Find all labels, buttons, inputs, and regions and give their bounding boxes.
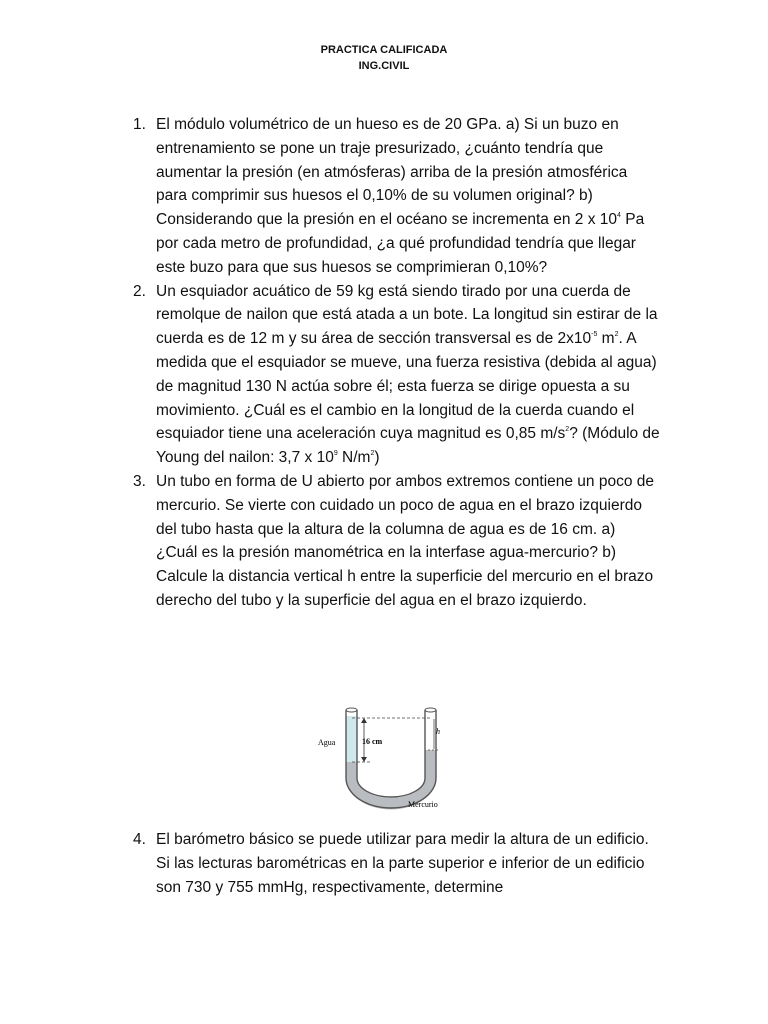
question-3 [130,470,660,613]
left-opening [346,708,357,712]
label-16cm: 16 cm [362,737,383,746]
question-text: ) [374,449,380,467]
exponent: 9 [333,450,338,458]
question-text: El módulo volumétrico de un hueso es de 20 GPa. a) Si un buzo en entrenamiento se pone un traje presurizado, ¿cuánto tendría que aumentar la presión (en atmósferas) arriba de la presión atmosférica para comprimir sus huesos el 0,10% de su volumen original? b) Considerando que la presión en el océano se incrementa en 2 x 10 [156,116,628,229]
exponent: -5 [591,331,598,339]
question-number: 3. [133,472,146,490]
question-text: . A medida que el esquiador se mueve, una fuerza resistiva (debida al agua) de magnitud 130 N actúa sobre él; esta fuerza se dirige opuesta a su movimiento. ¿Cuál es el cambio en la longitud de la cuerda cuando el esquiador tiene una aceleración cuya magnitud es 0,85 m/s [156,330,657,443]
question-number: 2. [133,282,146,300]
exponent: 4 [617,212,621,220]
document-title: PRACTICA CALIFICADA [320,44,448,56]
question-4 [130,828,660,899]
question-text: Un esquiador acuático de 59 kg está siendo tirado por una cuerda de remolque de nailon que está atada a un bote. La longitud sin estirar de la cuerda es de 12 m y su área de sección transversal es de 2x10 [156,282,658,348]
question-text: m [597,330,615,348]
exponent: 2 [370,450,375,458]
label-h: h [436,727,440,736]
question-number: 1. [133,116,146,133]
question-text: N/m [337,449,371,467]
question-text-tail: Pa por cada metro de profundidad, ¿a qué profundidad tendría que llegar este buzo para que sus huesos se comprimieran 0,10%? [156,211,645,276]
question-number: 4. [133,831,146,848]
arrow-head-up [361,718,367,723]
exponent: 2 [565,426,570,434]
right-opening [425,708,436,712]
label-mercury: Mercurio [408,800,438,809]
question-text: El barómetro básico se puede utilizar para medir la altura de un edificio. Si las lecturas barométricas en la parte superior e inferior de un edificio son 730 y 755 mmHg, respectivamente, determine [156,831,649,896]
document-header [0,42,768,74]
u-tube-inner [357,710,425,797]
arrow-head-down [361,757,367,762]
label-water: Agua [318,738,336,747]
question-text: ? (Módulo de Young del nailon: 3,7 x 10 [156,425,660,467]
question-1 [130,113,660,280]
water-column [346,716,357,762]
question-list [130,113,660,613]
u-tube-figure [316,700,446,812]
question-2 [130,280,660,470]
exponent: 2 [614,331,619,339]
u-tube-diagram [316,700,446,812]
question-text: Un tubo en forma de U abierto por ambos extremos contiene un poco de mercurio. Se vierte con cuidado un poco de agua en el brazo izquierdo del tubo hasta que la altura de la columna de agua es de 16 cm. a) ¿Cuál es la presión manométrica en la interfase agua-mercurio? b) Calcule la distancia vertical h entre la superficie del mercurio en el brazo derecho del tubo y la superficie del agua en el brazo izquierdo. [156,472,655,609]
document-subtitle: ING.CIVIL [358,60,410,72]
